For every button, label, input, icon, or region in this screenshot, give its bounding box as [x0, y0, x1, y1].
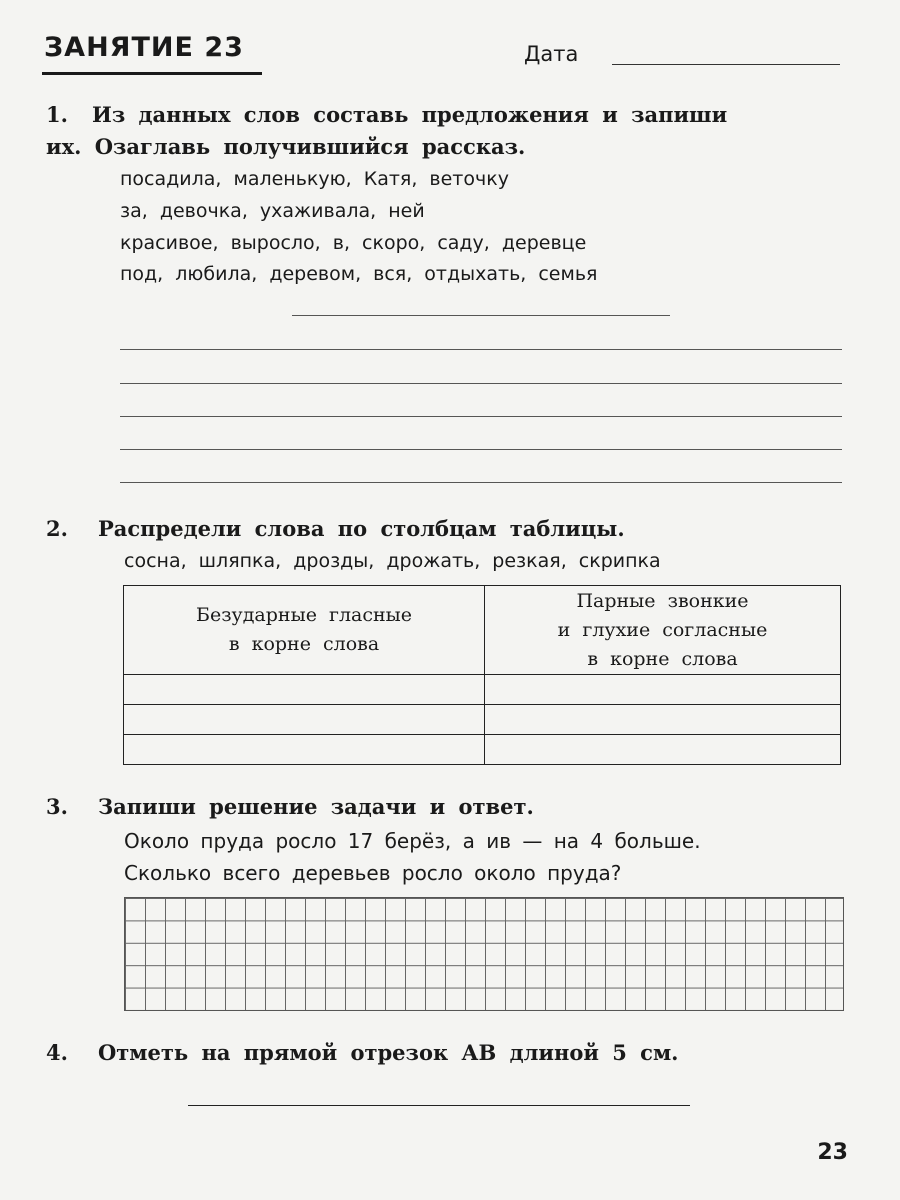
- column-header-paired-consonants: [485, 586, 841, 675]
- task1-instruction-line1: Из данных слов составь предложения и запиши: [92, 102, 728, 127]
- date-label: Дата: [524, 42, 579, 66]
- sorting-table: [123, 585, 841, 765]
- task3-number: 3.: [46, 794, 68, 819]
- answer-line[interactable]: [120, 482, 842, 483]
- page-number: 23: [817, 1140, 848, 1165]
- table-cell[interactable]: [124, 675, 485, 705]
- column-header-unstressed-vowels: [124, 586, 485, 675]
- answer-line[interactable]: [120, 383, 842, 384]
- task1-words-line3: красивое, выросло, в, скоро, саду, деревце: [120, 232, 587, 254]
- table-cell[interactable]: [124, 735, 485, 765]
- column-header-line: Парные звонкие: [576, 589, 749, 612]
- task3-instruction: Запиши решение задачи и ответ.: [98, 794, 534, 819]
- table-header-row: [124, 586, 841, 675]
- task4-instruction: Отметь на прямой отрезок АВ длиной 5 см.: [98, 1040, 679, 1065]
- table-row: [124, 705, 841, 735]
- task1-number: 1.: [46, 102, 68, 127]
- task2-instruction: Распредели слова по столбцам таблицы.: [98, 516, 625, 541]
- table-cell[interactable]: [124, 705, 485, 735]
- task1-words-line2: за, девочка, ухаживала, ней: [120, 200, 425, 222]
- task2-number: 2.: [46, 516, 68, 541]
- answer-line[interactable]: [120, 349, 842, 350]
- column-header-line: в корне слова: [587, 647, 738, 670]
- table-cell[interactable]: [485, 735, 841, 765]
- task1-words-line1: посадила, маленькую, Катя, веточку: [120, 168, 509, 190]
- task4-number: 4.: [46, 1040, 68, 1065]
- table-cell[interactable]: [485, 675, 841, 705]
- table-cell[interactable]: [485, 705, 841, 735]
- problem-line2: Сколько всего деревьев росло около пруда?: [124, 861, 622, 885]
- straight-line[interactable]: [188, 1105, 690, 1106]
- title-underline: [42, 72, 262, 75]
- table-row: [124, 735, 841, 765]
- column-header-line: и глухие согласные: [557, 618, 768, 641]
- task2-words: сосна, шляпка, дрозды, дрожать, резкая, скрипка: [124, 550, 661, 572]
- column-header-line: в корне слова: [228, 633, 380, 655]
- column-header-line: Безударные гласные: [195, 604, 413, 626]
- answer-line[interactable]: [120, 449, 842, 450]
- answer-line[interactable]: [120, 416, 842, 417]
- task1-instruction-line2: их. Озаглавь получившийся рассказ.: [46, 134, 526, 159]
- task1-words-line4: под, любила, деревом, вся, отдыхать, семья: [120, 263, 598, 285]
- problem-line1: Около пруда росло 17 берёз, а ив — на 4 больше.: [124, 829, 701, 853]
- graph-paper-grid[interactable]: [124, 897, 844, 1011]
- date-input-line[interactable]: [612, 64, 840, 65]
- lesson-title: ЗАНЯТИЕ 23: [44, 32, 244, 63]
- title-answer-line[interactable]: [292, 315, 670, 316]
- table-row: [124, 675, 841, 705]
